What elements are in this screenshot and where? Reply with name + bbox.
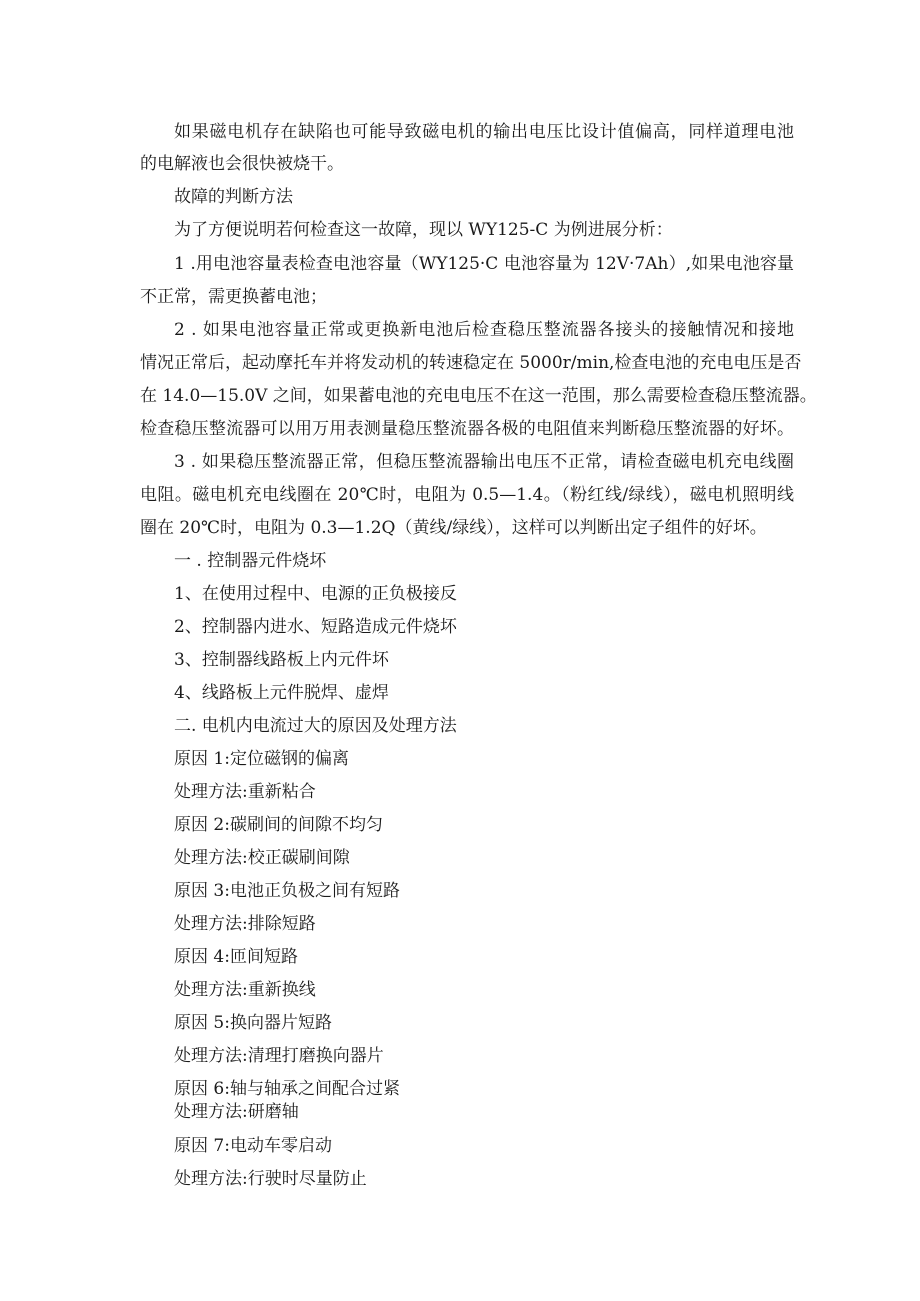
step-3-line-3: 圈在 20℃时，电阻为 0.3—1.2Q（黄线/绿线），这样可以判断出定子组件的好坏。 [140,518,767,538]
example-intro: 为了方便说明若何检查这一故障，现以 WY125-C 为例进展分析： [174,220,673,240]
cause-line: 原因 7:电动车零启动 [174,1136,332,1156]
section-two-heading: 二. 电机内电流过大的原因及处理方法 [174,716,457,736]
step-2-line-3: 在 14.0—15.0V 之间，如果蓄电池的充电电压不在这一范围，那么需要检查稳压整流器。 [140,386,817,406]
section-one-item: 2、控制器内进水、短路造成元件烧坏 [174,617,457,637]
section-one-item: 4、线路板上元件脱焊、虚焊 [174,683,389,703]
intro-line-2: 的电解液也会很快被烧干。 [140,154,344,174]
cause-line: 原因 1:定位磁钢的偏离 [174,749,349,769]
remedy-line: 处理方法:重新换线 [174,980,316,1000]
remedy-line: 处理方法:重新粘合 [174,782,316,802]
remedy-line: 处理方法:校正碳刷间隙 [174,848,350,868]
remedy-line: 处理方法:清理打磨换向器片 [174,1046,384,1066]
section-one-item: 1、在使用过程中、电源的正负极接反 [174,584,457,604]
step-2-line-2: 情况正常后，起动摩托车并将发动机的转速稳定在 5000r/min,检查电池的充电电压是否 [140,353,802,373]
cause-line: 原因 5:换向器片短路 [174,1013,332,1033]
step-1-line-1: 1 .用电池容量表检查电池容量（WY125·C 电池容量为 12V·7Ah）,如果电池容量 [174,254,794,274]
fault-method-heading: 故障的判断方法 [174,187,293,207]
intro-line-1: 如果磁电机存在缺陷也可能导致磁电机的输出电压比设计值偏高，同样道理电池 [174,122,794,142]
step-2-line-4: 检查稳压整流器可以用万用表测量稳压整流器各极的电阻值来判断稳压整流器的好坏。 [140,419,794,439]
remedy-line: 处理方法:行驶时尽量防止 [174,1169,367,1189]
cause-line: 原因 4:匝间短路 [174,947,298,967]
section-one-item: 3、控制器线路板上内元件坏 [174,650,389,670]
remedy-line: 处理方法:排除短路 [174,914,316,934]
section-one-heading: 一 . 控制器元件烧坏 [174,551,327,571]
step-1-line-2: 不正常，需更换蓄电池； [140,287,327,307]
cause-line: 原因 2:碳刷间的间隙不均匀 [174,815,383,835]
cause-line: 原因 3:电池正负极之间有短路 [174,881,400,901]
cause-line: 原因 6:轴与轴承之间配合过紧 [174,1079,400,1099]
step-3-line-2: 电阻。磁电机充电线圈在 20℃时，电阻为 0.5—1.4。（粉红线/绿线），磁电机照明线 [140,485,794,505]
step-3-line-1: 3 . 如果稳压整流器正常，但稳压整流器输出电压不正常，请检查磁电机充电线圈 [174,452,794,472]
step-2-line-1: 2 . 如果电池容量正常或更换新电池后检查稳压整流器各接头的接触情况和接地 [174,320,794,340]
remedy-line: 处理方法:研磨轴 [174,1102,299,1122]
